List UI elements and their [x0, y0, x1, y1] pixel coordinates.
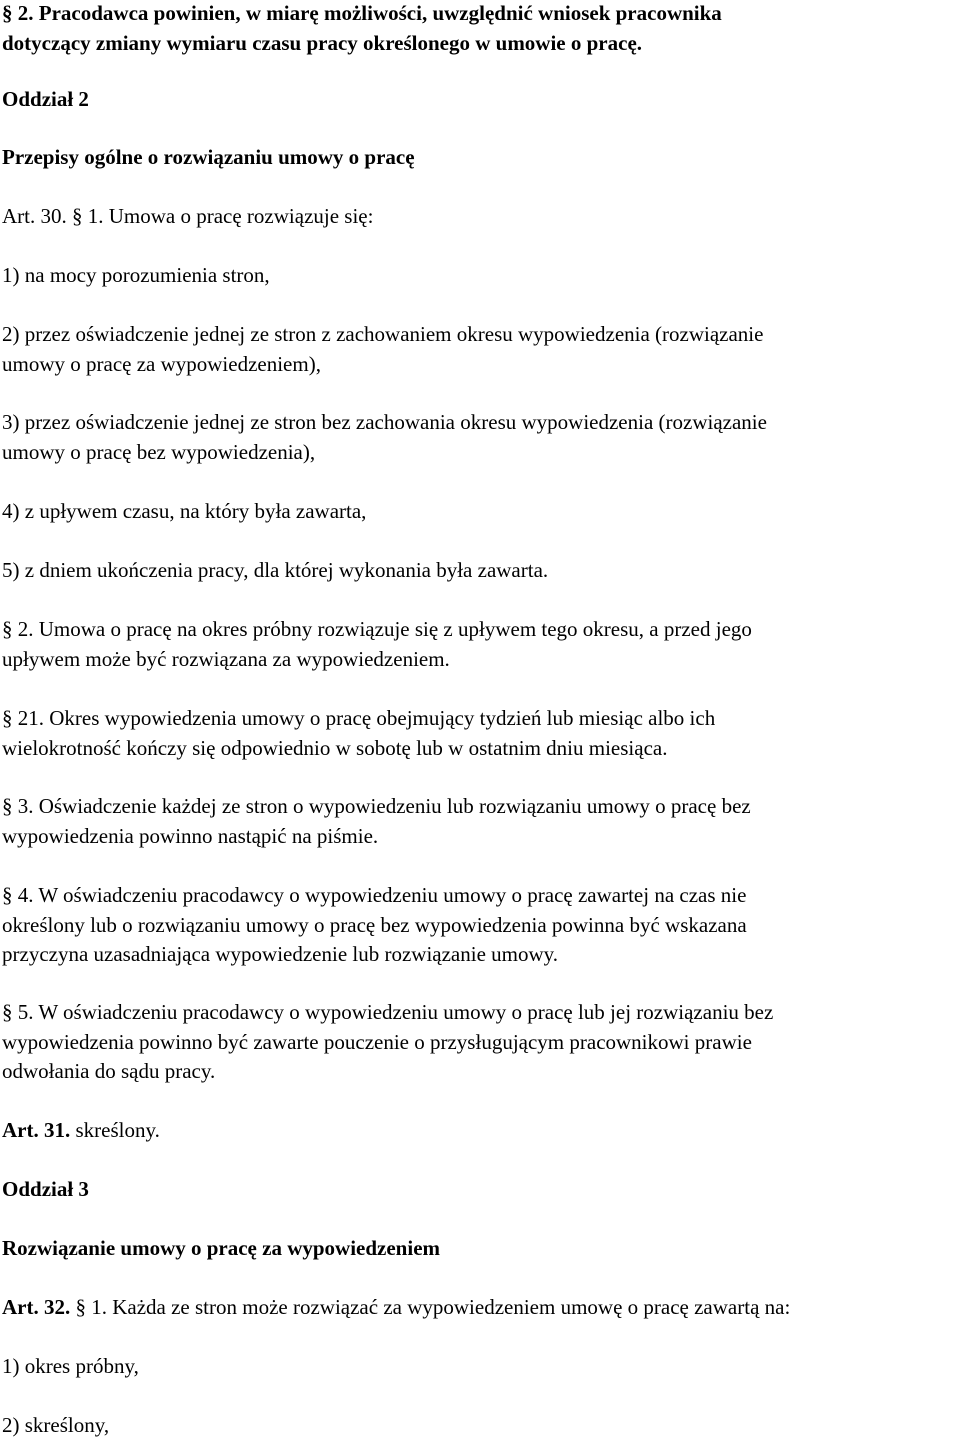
text-line: Oddział 2 [2, 87, 89, 111]
text-line: § 3. Oświadczenie każdej ze stron o wypowiedzeniu lub rozwiązaniu umowy o pracę bez [2, 794, 751, 818]
text-line: 5) z dniem ukończenia pracy, dla której wykonania była zawarta. [2, 558, 549, 582]
article-30-section-2 [2, 615, 958, 674]
text-line: 2) skreślony, [2, 1413, 110, 1437]
division-title-general-provisions [2, 143, 958, 173]
text-line: wielokrotność kończy się odpowiednio w sobotę lub w ostatnim dniu miesiąca. [2, 735, 668, 760]
text-line: 2) przez oświadczenie jednej ze stron z zachowaniem okresu wypowiedzenia (rozwiązanie [2, 322, 764, 346]
paragraph-section-2 [2, 0, 958, 58]
text-line: 1) okres próbny, [2, 1354, 139, 1378]
article-number: Art. 31. [2, 1118, 71, 1142]
article-30-point-5 [2, 556, 958, 586]
article-30-point-1 [2, 261, 958, 291]
article-30-point-3 [2, 408, 958, 467]
article-30-section-21 [2, 704, 958, 763]
article-32-point-1 [2, 1352, 958, 1382]
article-number: Art. 32. [2, 1295, 71, 1319]
article-32-point-2 [2, 1411, 958, 1441]
text-line: skreślony. [70, 1118, 160, 1142]
text-line: wypowiedzenia powinno być zawarte pouczenie o przysługującym pracownikowi prawie [2, 1029, 752, 1054]
text-line: umowy o pracę za wypowiedzeniem), [2, 351, 321, 376]
text-line: odwołania do sądu pracy. [2, 1059, 216, 1083]
division-heading-3 [2, 1175, 958, 1205]
division-title-termination-with-notice [2, 1234, 958, 1264]
text-line: § 1. Każda ze stron może rozwiązać za wypowiedzeniem umowę o pracę zawartą na: [70, 1295, 791, 1319]
text-line: Przepisy ogólne o rozwiązaniu umowy o pracę [2, 145, 415, 169]
article-30-point-4 [2, 497, 958, 527]
text-line: Art. 30. § 1. Umowa o pracę rozwiązuje się: [2, 204, 374, 228]
article-32-intro [2, 1293, 958, 1323]
text-line: określony lub o rozwiązaniu umowy o pracę bez wypowiedzenia powinna być wskazana [2, 912, 747, 937]
text-line: 4) z upływem czasu, na który była zawarta, [2, 499, 367, 523]
text-line: umowy o pracę bez wypowiedzenia), [2, 439, 316, 464]
article-30-section-4 [2, 881, 958, 970]
article-30-section-5 [2, 998, 958, 1087]
text-line: § 2. Umowa o pracę na okres próbny rozwiązuje się z upływem tego okresu, a przed jego [2, 617, 752, 641]
text-line: dotyczący zmiany wymiaru czasu pracy określonego w umowie o pracę. [2, 30, 643, 55]
article-30-intro [2, 202, 958, 232]
text-line: § 2. Pracodawca powinien, w miarę możliwości, uwzględnić wniosek pracownika [2, 1, 722, 25]
text-line: Oddział 3 [2, 1177, 89, 1201]
text-line: § 4. W oświadczeniu pracodawcy o wypowiedzeniu umowy o pracę zawartej na czas nie [2, 883, 747, 907]
text-line: wypowiedzenia powinno nastąpić na piśmie. [2, 823, 379, 848]
text-line: 3) przez oświadczenie jednej ze stron bez zachowania okresu wypowiedzenia (rozwiązanie [2, 410, 767, 434]
article-30-point-2 [2, 320, 958, 379]
text-line: § 21. Okres wypowiedzenia umowy o pracę obejmujący tydzień lub miesiąc albo ich [2, 706, 716, 730]
division-heading-2 [2, 85, 958, 115]
text-line: przyczyna uzasadniająca wypowiedzenie lub rozwiązanie umowy. [2, 942, 559, 966]
text-line: § 5. W oświadczeniu pracodawcy o wypowiedzeniu umowy o pracę lub jej rozwiązaniu bez [2, 1000, 774, 1024]
text-line: Rozwiązanie umowy o pracę za wypowiedzeniem [2, 1236, 441, 1260]
article-31 [2, 1116, 958, 1146]
text-line: upływem może być rozwiązana za wypowiedzeniem. [2, 646, 450, 671]
article-30-section-3 [2, 792, 958, 851]
text-line: 1) na mocy porozumienia stron, [2, 263, 270, 287]
